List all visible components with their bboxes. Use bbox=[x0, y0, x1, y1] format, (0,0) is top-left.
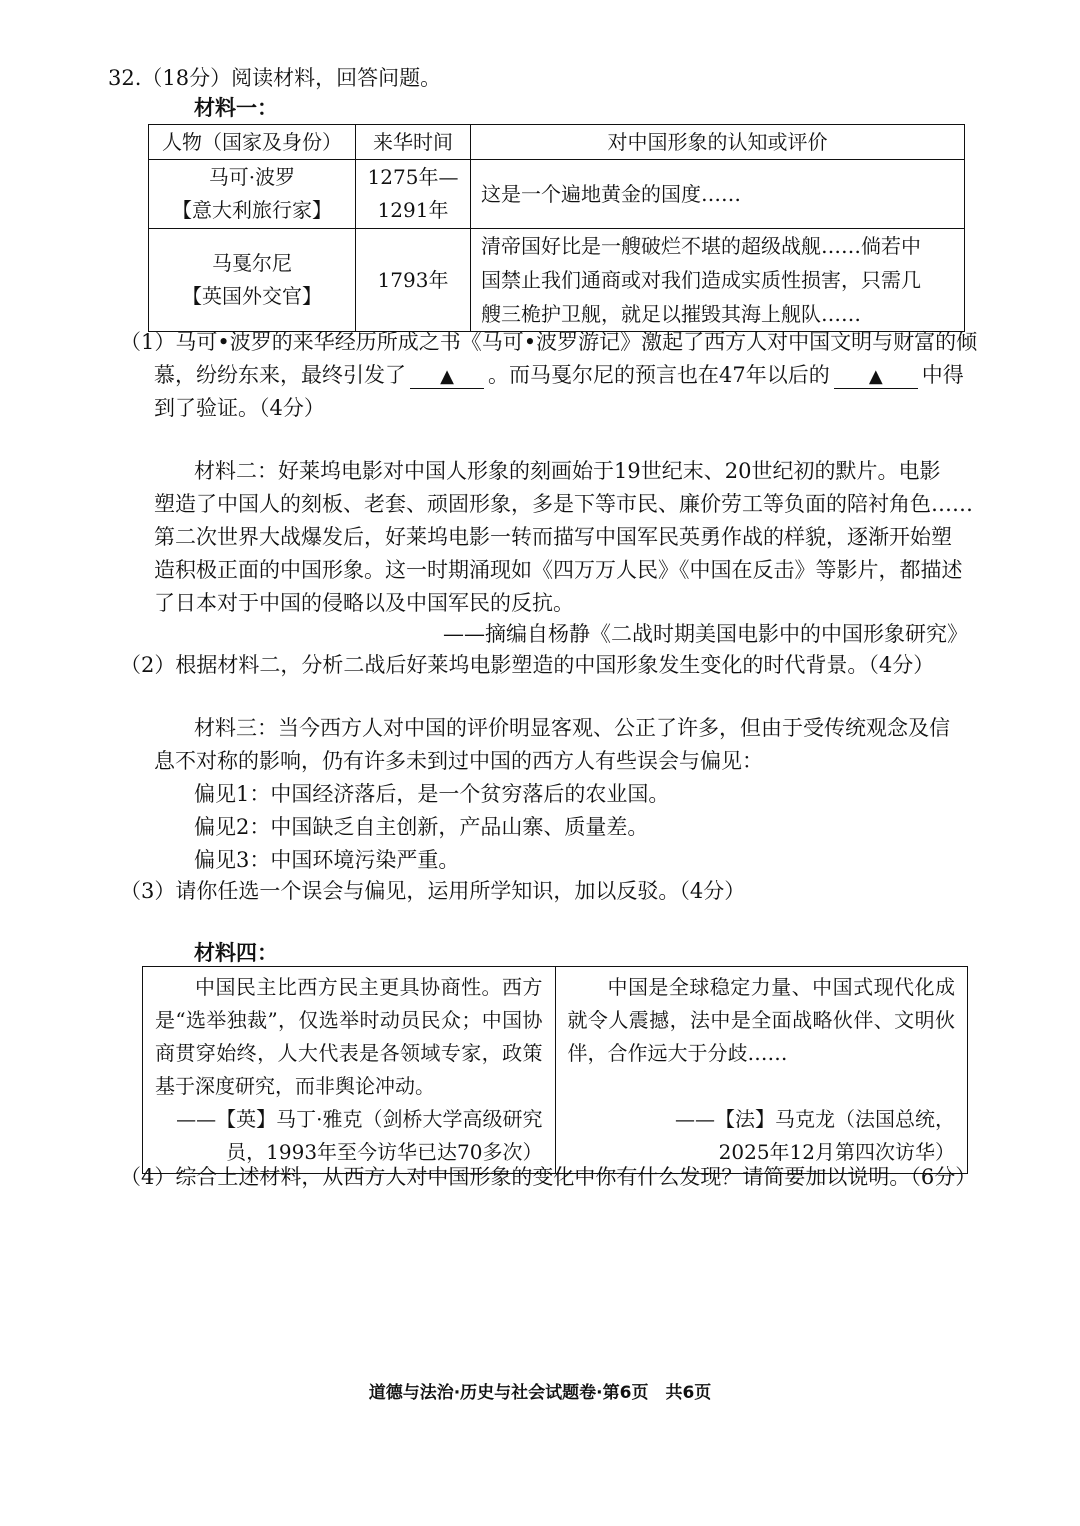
material-2-line: 塑造了中国人的刻板、老套、顽固形象，多是下等市民、廉价劳工等负面的陪衬角色…… bbox=[154, 492, 973, 516]
time-line: 1275年— bbox=[367, 165, 459, 189]
quote-text: 中国是全球稳定力量、中国式现代化成就令人震撼，法中是全面战略伙伴、文明伙伴，合作远大于分歧…… bbox=[567, 975, 955, 1065]
question-1-line: 到了验证。（4分） bbox=[154, 396, 325, 420]
time-line: 1793年 bbox=[377, 267, 449, 292]
question-2: （2）根据材料二，分析二战后好莱坞电影塑造的中国形象发生变化的时代背景。（4分） bbox=[120, 653, 935, 677]
bias-item: 偏见2：中国缺乏自主创新，产品山寨、质量差。 bbox=[194, 815, 649, 839]
quote-source: 2025年12月第四次访华） bbox=[718, 1140, 955, 1164]
bias-item: 偏见3：中国环境污染严重。 bbox=[194, 848, 460, 872]
triangle-icon: ▲ bbox=[440, 366, 454, 387]
person-identity: 【意大利旅行家】 bbox=[172, 198, 332, 222]
material-4-label: 材料四： bbox=[194, 940, 278, 965]
table-cell-person bbox=[149, 160, 356, 229]
triangle-icon: ▲ bbox=[868, 366, 883, 387]
table-cell-person bbox=[149, 229, 356, 332]
person-name: 马戛尔尼 bbox=[212, 251, 292, 275]
evaluation-line: 这是一个遍地黄金的国度…… bbox=[481, 182, 741, 206]
quote-source: ——【英】马丁·雅克（剑桥大学高级研究 bbox=[176, 1107, 543, 1131]
table-header-cell: 对中国形象的认知或评价 bbox=[471, 125, 965, 160]
table-cell-time bbox=[356, 160, 471, 229]
material-2-line: 了日本对于中国的侵略以及中国军民的反抗。 bbox=[154, 591, 574, 615]
person-identity: 【英国外交官】 bbox=[182, 284, 322, 308]
question-3: （3）请你任选一个误会与偏见，运用所学知识，加以反驳。（4分） bbox=[120, 879, 746, 903]
table-header-row bbox=[149, 125, 965, 160]
question-4: （4）综合上述材料，从西方人对中国形象的变化中你有什么发现？请简要加以说明。（6分） bbox=[120, 1165, 977, 1189]
question-1-text: 慕，纷纷东来，最终引发了 bbox=[154, 363, 406, 387]
material-4-table bbox=[142, 966, 968, 1174]
evaluation-line: 艘三桅护卫舰，就足以摧毁其海上舰队…… bbox=[481, 302, 861, 326]
question-1-line bbox=[154, 360, 964, 390]
material-1-table bbox=[148, 124, 965, 332]
material-2-line: 造积极正面的中国形象。这一时期涌现如《四万万人民》《中国在反击》等影片，都描述 bbox=[154, 558, 963, 582]
quote-cell-left bbox=[143, 967, 556, 1174]
question-1-line: （1）马可•波罗的来华经历所成之书《马可•波罗游记》激起了西方人对中国文明与财富的倾 bbox=[120, 330, 978, 354]
material-2-line: 材料二：好莱坞电影对中国人形象的刻画始于19世纪末、20世纪初的默片。电影 bbox=[194, 459, 941, 483]
bias-item: 偏见1：中国经济落后，是一个贫穷落后的农业国。 bbox=[194, 782, 670, 806]
material-3-line: 息不对称的影响，仍有许多未到过中国的西方人有些误会与偏见： bbox=[154, 749, 763, 773]
question-1-text: 中得 bbox=[921, 363, 964, 387]
quote-source: 员，1993年至今访华已达70多次） bbox=[226, 1140, 543, 1164]
table-cell-evaluation bbox=[471, 160, 965, 229]
table-cell-evaluation bbox=[471, 229, 965, 332]
table-row bbox=[149, 229, 965, 332]
person-name: 马可·波罗 bbox=[208, 165, 296, 189]
table-row bbox=[149, 160, 965, 229]
material-2-source: ——摘编自杨静《二战时期美国电影中的中国形象研究》 bbox=[443, 622, 968, 646]
table-row bbox=[143, 967, 968, 1174]
page-footer: 道德与法治·历史与社会试题卷·第6页 共6页 bbox=[368, 1383, 712, 1403]
table-header-cell: 人物（国家及身份） bbox=[149, 125, 356, 160]
material-3-line: 材料三：当今西方人对中国的评价明显客观、公正了许多，但由于受传统观念及信 bbox=[194, 716, 950, 740]
material-1-label: 材料一： bbox=[194, 95, 278, 120]
evaluation-line: 国禁止我们通商或对我们造成实质性损害，只需几 bbox=[481, 268, 921, 292]
answer-blank-1[interactable] bbox=[410, 364, 484, 389]
quote-source: ——【法】马克龙（法国总统， bbox=[675, 1107, 955, 1131]
evaluation-line: 清帝国好比是一艘破烂不堪的超级战舰……倘若中 bbox=[481, 234, 921, 258]
time-line: 1291年 bbox=[377, 198, 449, 222]
question-header: 32.（18分）阅读材料，回答问题。 bbox=[108, 66, 442, 90]
answer-blank-2[interactable] bbox=[834, 364, 918, 389]
question-1-text: 。而马戛尔尼的预言也在47年以后的 bbox=[488, 363, 830, 387]
material-2-line: 第二次世界大战爆发后，好莱坞电影一转而描写中国军民英勇作战的样貌，逐渐开始塑 bbox=[154, 525, 952, 549]
table-header-cell: 来华时间 bbox=[356, 125, 471, 160]
quote-cell-right bbox=[555, 967, 968, 1174]
quote-text: 中国民主比西方民主更具协商性。西方是“选举独裁”，仅选举时动员民众；中国协商贯穿始终，人大代表是各领域专家，政策基于深度研究，而非舆论冲动。 bbox=[155, 975, 543, 1098]
table-cell-time bbox=[356, 229, 471, 332]
